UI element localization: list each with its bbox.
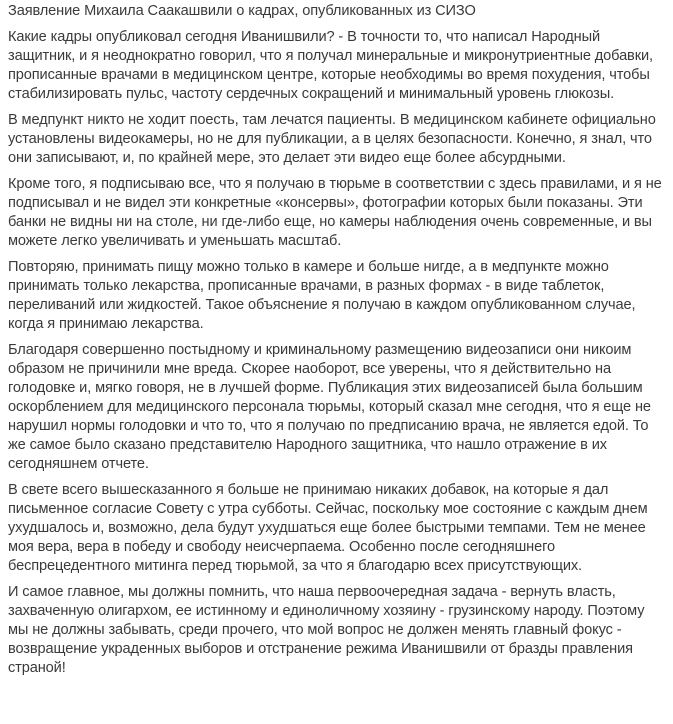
paragraph-1: Какие кадры опубликовал сегодня Иванишвили? - В точности то, что написал Народный защитник, и я неоднократно говорил, что я получал минеральные и микронутриентные добавки, прописанные врачами в медицинском центре, которые необходимы во время похудения, чтобы стабилизировать пульс, частоту сердечных сокращений и минимальный уровень глюкозы.: [8, 29, 653, 102]
paragraph-4: Повторяю, принимать пищу можно только в камере и больше нигде, а в медпункте можно принимать только лекарства, прописанные врачами, в разных формах - в виде таблеток, переливаний или жидкостей. Такое объяснение я получаю в каждом опубликованном случае, когда я принимаю лекарства.: [8, 259, 636, 332]
paragraph-7: И самое главное, мы должны помнить, что наша первоочередная задача - вернуть власть, захваченную олигархом, ее истинному и единоличному хозяину - грузинскому народу. Поэтому мы не должны забывать, среди прочего, что мой вопрос не должен менять главный фокус - возвращение украденных выборов и отстранение режима Иванишвили от бразды правления страной!: [8, 584, 645, 676]
paragraph-5: Благодаря совершенно постыдному и криминальному размещению видеозаписи они никоим образом не причинили мне вреда. Скорее наоборот, все уверены, что я действительно на голодовке и, мягко говоря, не в лучшей форме. Публикация этих видеозаписей была большим оскорблением для медицинского персонала тюрьмы, который сказал мне сегодня, что я еще не нарушил нормы голодовки и что то, что я получаю по предписанию врача, не является едой. То же самое было сказано представителю Народного защитника, что нашло отражение в их сегодняшнем отчете.: [8, 342, 651, 472]
paragraph-2: В медпункт никто не ходит поесть, там лечатся пациенты. В медицинском кабинете официально установлены видеокамеры, но не для публикации, а в целях безопасности. Конечно, я знал, что они записывают, и, по крайней мере, это делает эти видео еще более абсурдными.: [8, 112, 656, 166]
paragraph-6: В свете всего вышесказанного я больше не принимаю никаких добавок, на которые я дал письменное согласие Совету с утра субботы. Сейчас, поскольку мое состояние с каждым днем ухудшалось и, возможно, дела будут ухудшаться еще более быстрыми темпами. Тем не менее моя вера, вера в победу и свободу неисчерпаема. Особенно после сегодняшнего беспрецедентного митинга перед тюрьмой, за что я благодарю всех присутствующих.: [8, 482, 648, 574]
paragraph-3: Кроме того, я подписываю все, что я получаю в тюрьме в соответствии с здесь правилами, и я не подписывал и не видел эти конкретные «консервы», фотографии которых были показаны. Эти банки не видны ни на столе, ни где-либо еще, но камеры наблюдения очень современные, и вы можете легко увеличивать и уменьшать масштаб.: [8, 176, 662, 249]
document-title: Заявление Михаила Саакашвили о кадрах, опубликованных из СИЗО: [8, 3, 476, 19]
